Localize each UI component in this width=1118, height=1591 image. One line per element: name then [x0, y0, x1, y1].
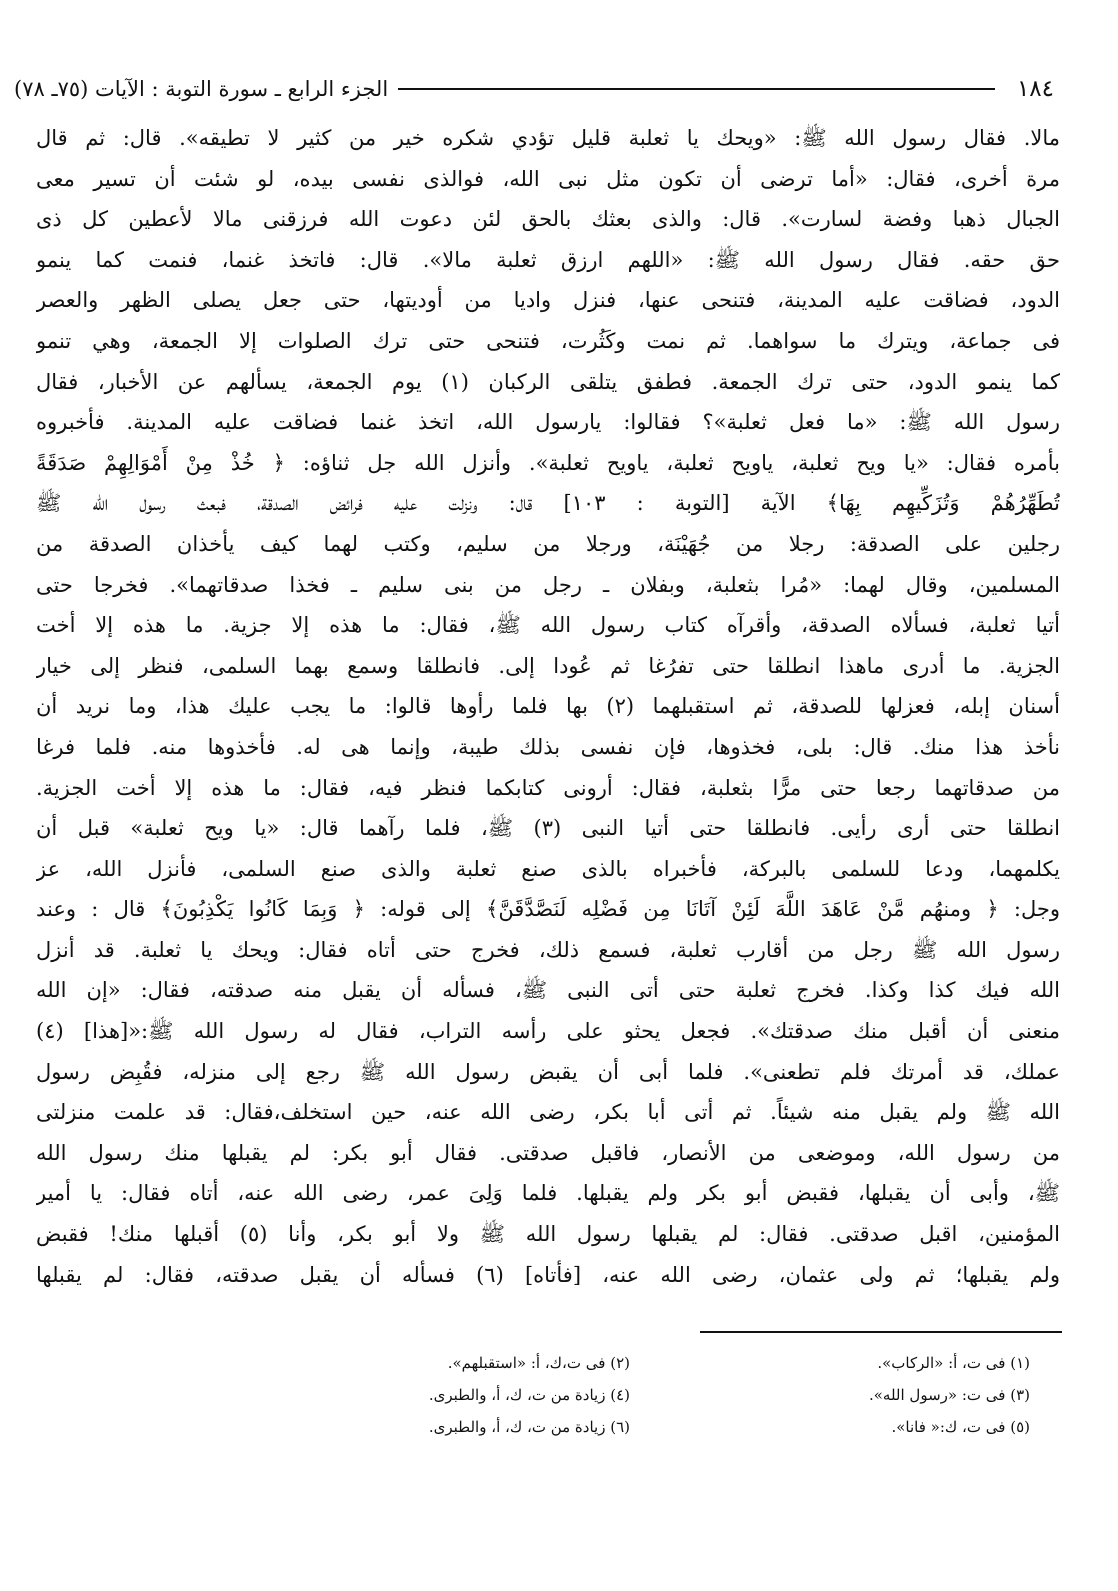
- text-line: الله فيك كذا وكذا. فخرج ثعلبة حتى أتى النبى ﷺ، فسأله أن يقبل منه صدقته، فقال: «إن الله: [36, 978, 1060, 1003]
- text-line: رسول الله ﷺ رجل من أقارب ثعلبة، فسمع ذلك، فخرج حتى أتاه فقال: ويحك يا ثعلبة. قد أنزل: [36, 937, 1060, 962]
- text-line: رجلين على الصدقة: رجلا من جُهَيْنَة، ورجلا من سليم، وكتب لهما كيف يأخذان الصدقة من: [36, 531, 1060, 556]
- text-line: عملك، قد أمرتك فلم تطعنى». فلما أبى أن يقبض رسول الله ﷺ رجع إلى منزله، فقُبِض رسول: [36, 1059, 1060, 1084]
- running-title: الجزء الرابع ـ سورة التوبة : الآيات (٧٥ـ ٧٨): [14, 77, 389, 101]
- text-line: فى جماعة، ويترك ما سواهما. ثم نمت وكَثُرت، فتنحى حتى ترك الصلوات إلا الجمعة، وهي تنمو: [36, 328, 1060, 353]
- text-line: المؤمنين، اقبل صدقتى. فقال: لم يقبلها رسول الله ﷺ ولا أبو بكر، وأنا (٥) أقبلها منك! فقبض: [36, 1222, 1060, 1247]
- text-line: انطلقا حتى أرى رأيى. فانطلقا حتى أتيا النبى (٣) ﷺ، فلما رآهما قال: «يا ويح ثعلبة» قبل أن: [36, 816, 1060, 841]
- text-line: من صدقاتهما رجعا حتى مرًّا بثعلبة، فقال: أرونى كتابكما فنظر فيه، فقال: ما هذه إلا أخت الجزية.: [36, 775, 1060, 800]
- text-line: مالا. فقال رسول الله ﷺ: «ويحك يا ثعلبة قليل تؤدي شكره خير من كثير لا تطيقه». قال: ثم قال: [36, 126, 1060, 150]
- text-line: نأخذ هذا منك. قال: بلى، فخذوها، فإن نفسى بذلك طيبة، وإنما هى له. فأخذوها منه. فلما فرغا: [36, 734, 1060, 759]
- text-line: وجل: ﴿ ومنهُم مَّنْ عَاهَدَ اللَّهَ لَئِنْ آتَانَا مِن فَضْلِه لَنَصَّدَّقَنَّ﴾ إلى قوله: ﴿ وَبِمَا كَانُوا يَكْذِبُونَ﴾ قال : وعند: [36, 897, 1060, 922]
- text-line: ولم يقبلها؛ ثم ولى عثمان، رضى الله عنه، [فأتاه] (٦) فسأله أن يقبل صدقته، فقال: لم يقبلها: [36, 1262, 1060, 1287]
- text-line: رسول الله ﷺ: «ما فعل ثعلبة»؟ فقالوا: يارسول الله، اتخذ غنما فضاقت عليه المدينة. فأخبروه: [36, 410, 1060, 435]
- text-line: المسلمين، وقال لهما: «مُرا بثعلبة، وبفلان ـ رجل من بنى سليم ـ فخذا صدقاتهما». فخرجا حتى: [36, 572, 1060, 597]
- footnote-rule: [700, 1331, 1062, 1333]
- text-line: ﷺ، وأبى أن يقبلها، فقبض أبو بكر ولم يقبلها. فلما وَلِىَ عمر، رضى الله عنه، أتاه فقال: يا أمير: [36, 1181, 1060, 1206]
- footnote: (٣) فى ت: «رسول الله».: [868, 1386, 1030, 1404]
- text-line: منعنى أن أقبل منك صدقتك». فجعل يحثو على رأسه التراب، فقال له رسول الله ﷺ:«[هذا] (٤): [36, 1019, 1060, 1044]
- text-line: أتيا ثعلبة، فسألاه الصدقة، وأقرآه كتاب رسول الله ﷺ، فقال: ما هذه إلا جزية. ما هذه إلا أخت: [36, 613, 1060, 638]
- footnote: (١) فى ت، أ: «الركاب».: [877, 1354, 1030, 1372]
- page-header: [14, 70, 1054, 108]
- text-line: مرة أخرى، فقال: «أما ترضى أن تكون مثل نبى الله، فوالذى نفسى بيده، لو شئت أن تسير معى: [36, 166, 1060, 191]
- page-number: ١٨٤: [1016, 76, 1054, 102]
- text-line: حق حقه. فقال رسول الله ﷺ: «اللهم ارزق ثعلبة مالا». قال: فاتخذ غنما، فنمت كما ينمو: [36, 247, 1060, 272]
- text-line: تُطَهِّرُهُمْ وَتُزَكِّيهِم بِهَا﴾ الآية [التوبة : ١٠٣] قال: ونزلت عليه فرائض الصدقة، فبعث رسول الله ﷺ: [36, 491, 1060, 516]
- footnote: (٢) فى ت،ك، أ: «استقبلهم».: [447, 1354, 630, 1372]
- footnote: (٥) فى ت، ك:« فانا».: [891, 1418, 1030, 1436]
- text-line: بأمره فقال: «يا ويح ثعلبة، ياويح ثعلبة، ياويح ثعلبة». وأنزل الله جل ثناؤه: ﴿ خُذْ مِنْ أَمْوَالِهِمْ صَدَقَةً: [36, 450, 1060, 475]
- text-line: كما ينمو الدود، حتى ترك الجمعة. فطفق يتلقى الركبان (١) يوم الجمعة، يسألهم عن الأخبار، فقال: [36, 369, 1060, 394]
- footnote: (٤) زيادة من ت، ك، أ، والطبرى.: [428, 1386, 630, 1404]
- text-line: أسنان إبله، فعزلها للصدقة، ثم استقبلهما (٢) بها فلما رأوها قالوا: ما يجب عليك هذا، وما نريد أن: [36, 694, 1060, 719]
- footnotes: [270, 1350, 1030, 1440]
- text-line: الجبال ذهبا وفضة لسارت». قال: والذى بعثك بالحق لئن دعوت الله فرزقنى مالا لأعطين كل ذى: [36, 207, 1060, 232]
- text-line: الله ﷺ ولم يقبل منه شيئاً. ثم أتى أبا بكر، رضى الله عنه، حين استخلف،فقال: قد علمت منزلتى: [36, 1100, 1060, 1125]
- text-line: الجزية. ما أدرى ماهذا انطلقا حتى تفرُغا ثم عُودا إلى. فانطلقا وسمع بهما السلمى، فنظر إلى خيار: [36, 653, 1060, 678]
- header-rule: [398, 88, 995, 90]
- main-text: [36, 118, 1060, 1295]
- text-line: الدود، فضاقت عليه المدينة، فتنحى عنها، فنزل واديا من أوديتها، حتى جعل يصلى الظهر والعصر: [36, 288, 1060, 313]
- text-line: من رسول الله، وموضعى من الأنصار، فاقبل صدقتى. فقال أبو بكر: لم يقبلها منك رسول الله: [36, 1140, 1060, 1165]
- text-line: يكلمهما، ودعا للسلمى بالبركة، فأخبراه بالذى صنع ثعلبة والذى صنع السلمى، فأنزل الله، عز: [36, 856, 1060, 881]
- footnote: (٦) زيادة من ت، ك، أ، والطبرى.: [428, 1418, 630, 1436]
